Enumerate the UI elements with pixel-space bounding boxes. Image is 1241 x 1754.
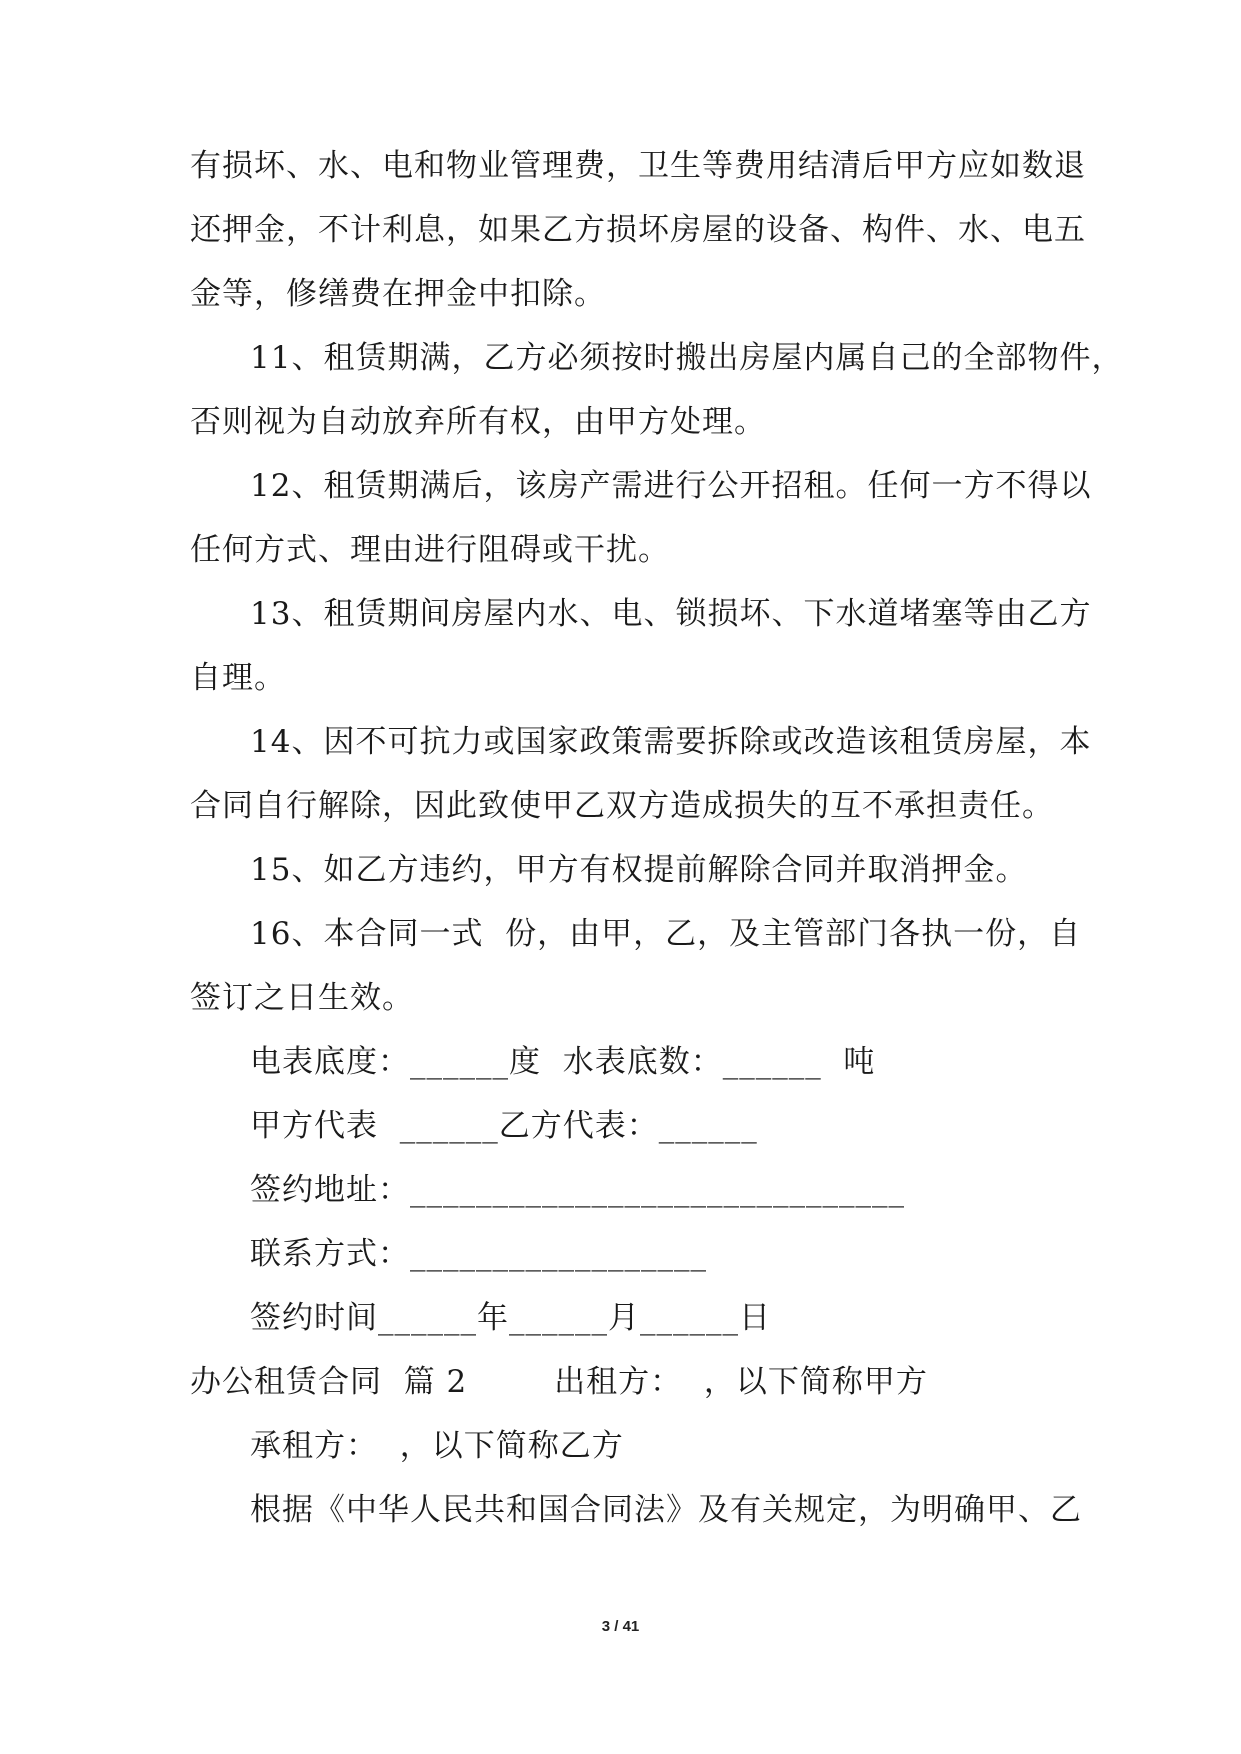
- body-text-line: 任何方式、理由进行阻碍或干扰。: [190, 532, 670, 568]
- page-number: 3 / 41: [601, 1618, 640, 1635]
- body-text-line: 还押金，不计利息，如果乙方损坏房屋的设备、构件、水、电五: [190, 212, 1086, 248]
- body-text-line: 承租方： ，以下简称乙方: [250, 1428, 624, 1464]
- body-text-line: 自理。: [190, 660, 286, 696]
- body-text-line: 金等，修缮费在押金中扣除。: [190, 276, 606, 312]
- clause-11-line: 11、租赁期满，乙方必须按时搬出房屋内属自己的全部物件，: [250, 340, 1124, 376]
- representative-field: 甲方代表 ______乙方代表：______: [250, 1108, 758, 1144]
- section-heading: 办公租赁合同 篇 2 出租方： ，以下简称甲方: [190, 1364, 928, 1400]
- clause-14-line: 14、因不可抗力或国家政策需要拆除或改造该租赁房屋，本: [250, 724, 1092, 760]
- contact-field: 联系方式：__________________: [250, 1236, 707, 1272]
- clause-16-line: 16、本合同一式 份，由甲，乙，及主管部门各执一份，自: [250, 916, 1082, 952]
- body-text-line: 有损坏、水、电和物业管理费，卫生等费用结清后甲方应如数退: [190, 148, 1086, 184]
- signing-address-field: 签约地址：______________________________: [250, 1172, 905, 1208]
- clause-12-line: 12、租赁期满后，该房产需进行公开招租。任何一方不得以: [250, 468, 1092, 504]
- clause-15-line: 15、如乙方违约，甲方有权提前解除合同并取消押金。: [250, 852, 1028, 888]
- signing-date-field: 签约时间______年______月______日: [250, 1300, 771, 1336]
- body-text-line: 合同自行解除，因此致使甲乙双方造成损失的互不承担责任。: [190, 788, 1054, 824]
- body-text-line: 签订之日生效。: [190, 980, 414, 1016]
- body-text-line: 否则视为自动放弃所有权，由甲方处理。: [190, 404, 766, 440]
- body-text-line: 根据《中华人民共和国合同法》及有关规定，为明确甲、乙: [250, 1492, 1082, 1528]
- meter-reading-field: 电表底度：______度 水表底数：______ 吨: [250, 1044, 876, 1080]
- clause-13-line: 13、租赁期间房屋内水、电、锁损坏、下水道堵塞等由乙方: [250, 596, 1092, 632]
